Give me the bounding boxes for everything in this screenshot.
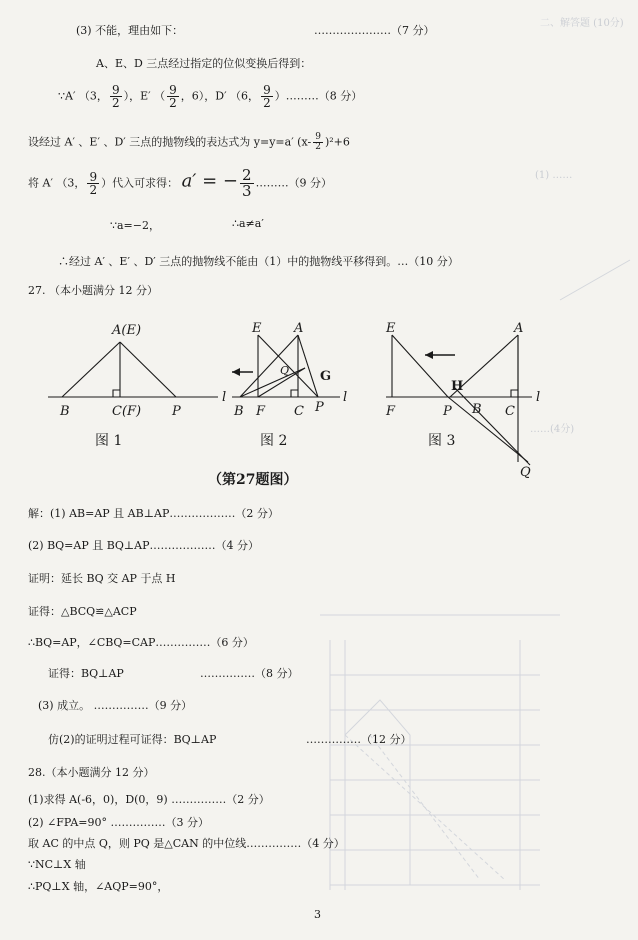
perp-text: 证得：BQ⊥AP [48, 667, 124, 680]
transform-statement: A、E、D 三点经过指定的位似变换后得到： [96, 57, 312, 70]
figure-27 [0, 300, 638, 500]
a-prime: a′ = − [181, 170, 239, 192]
coordinates-line [58, 84, 362, 109]
fig3-label-l: l [536, 390, 541, 405]
sol-part1: 解：(1) AB=AP 且 AB⊥AP………………（2 分） [28, 507, 279, 520]
q27-heading: 27. （本小题满分 12 分） [28, 284, 158, 297]
fig2-label-a: A [294, 321, 304, 336]
congruence-line: 证得：△BCQ≌△ACP [28, 605, 137, 618]
substitute-line [28, 168, 332, 199]
fig3-label-f: F [386, 404, 396, 419]
fig2-label-g: G [320, 369, 332, 384]
sub-pre: 将 A′ （3， [28, 176, 86, 190]
expr-post: )²+6 [324, 135, 350, 149]
fraction: $\frac{9}{2}$ [169, 83, 177, 110]
fig2-label-b: B [234, 404, 244, 419]
expr-pre: 设经过 A′ 、E′ 、D′ 三点的抛物线的表达式为 y=y=a′ (x- [28, 135, 312, 149]
sol-part2: (2) BQ=AP 且 BQ⊥AP………………（4 分） [28, 539, 260, 552]
perp-line [48, 665, 299, 681]
fig2-label-p: P [315, 400, 324, 415]
therefore-a: ∴a≠a′ [232, 217, 264, 230]
fig2-caption: 图 2 [260, 433, 288, 449]
because-a: ∵a=−2， [110, 219, 160, 232]
part3-text: (3) 不能，理由如下： [76, 24, 184, 37]
coord-pre: ∵A′ （3， [58, 89, 108, 103]
coord-mid1: ），E′ （ [123, 89, 166, 103]
fig1-caption: 图 1 [95, 433, 123, 449]
perp-score: ……………（8 分） [200, 667, 299, 680]
fig2-label-q: Q [280, 364, 290, 377]
part3-established: (3) 成立。 ……………（9 分） [38, 699, 193, 712]
proof-start: 证明：延长 BQ 交 AP 于点 H [28, 572, 176, 585]
fig3-label-e: E [386, 321, 396, 336]
q28-perp-axis: ∵NC⊥X 轴 [28, 858, 86, 871]
fig2-label-f: F [256, 404, 266, 419]
analogous-proof [48, 731, 412, 747]
fraction: $\frac{9}{2}$ [315, 132, 321, 152]
fig2-label-e: E [252, 321, 262, 336]
q28-part2: (2) ∠FPA=90° ……………（3 分） [28, 816, 209, 829]
analog-text: 仿(2)的证明过程可证得：BQ⊥AP [48, 733, 217, 746]
fraction: $\frac{2}{3}$ [242, 166, 252, 200]
conclusion-line: ∴经过 A′ 、E′ 、D′ 三点的抛物线不能由（1）中的抛物线平移得到。…（10 分） [58, 255, 459, 268]
fig1-label-p: P [172, 404, 181, 419]
q28-midpoint: 取 AC 的中点 Q，则 PQ 是△CAN 的中位线……………（4 分） [28, 837, 345, 850]
fig2-label-l: l [343, 390, 348, 405]
q28-heading: 28.（本小题满分 12 分） [28, 766, 155, 779]
fig1-label-c: C(F) [112, 404, 142, 419]
coord-mid2: ，6），D′ （6， [180, 89, 260, 103]
page-number: 3 [314, 908, 321, 921]
part3-heading [76, 22, 435, 38]
parabola-expression [28, 133, 350, 152]
fig3-label-b: B [472, 402, 482, 417]
fig1-label-l: l [222, 390, 227, 405]
fraction: $\frac{9}{2}$ [111, 83, 120, 110]
fig1-label-a: A(E) [112, 323, 142, 338]
fig1-label-b: B [60, 404, 70, 419]
fig3-label-q: Q [520, 465, 531, 480]
fig3-label-h: H [451, 379, 464, 394]
fraction: $\frac{9}{2}$ [263, 83, 271, 110]
figure-title: （第27题图） [208, 472, 298, 488]
fig3-label-p: P [443, 404, 452, 419]
equal-sides-line: ∴BQ=AP，∠CBQ=CAP……………（6 分） [28, 636, 254, 649]
fig3-caption: 图 3 [428, 433, 456, 449]
coord-post: ）………（8 分） [274, 89, 363, 103]
sub-post: ………（9 分） [255, 176, 333, 190]
fig3-label-a: A [514, 321, 524, 336]
fraction: $\frac{9}{2}$ [89, 170, 98, 197]
q28-angle: ∴PQ⊥X 轴，∠AQP=90°， [28, 880, 169, 893]
sub-mid: ）代入可求得： [101, 176, 179, 190]
fig3-label-c: C [505, 404, 515, 419]
analog-score: ……………（12 分） [306, 733, 412, 746]
fig2-label-c: C [294, 404, 304, 419]
part3-score: …………………（7 分） [314, 24, 435, 37]
q28-part1: (1)求得 A(-6，0)，D(0，9) ……………（2 分） [28, 793, 270, 806]
